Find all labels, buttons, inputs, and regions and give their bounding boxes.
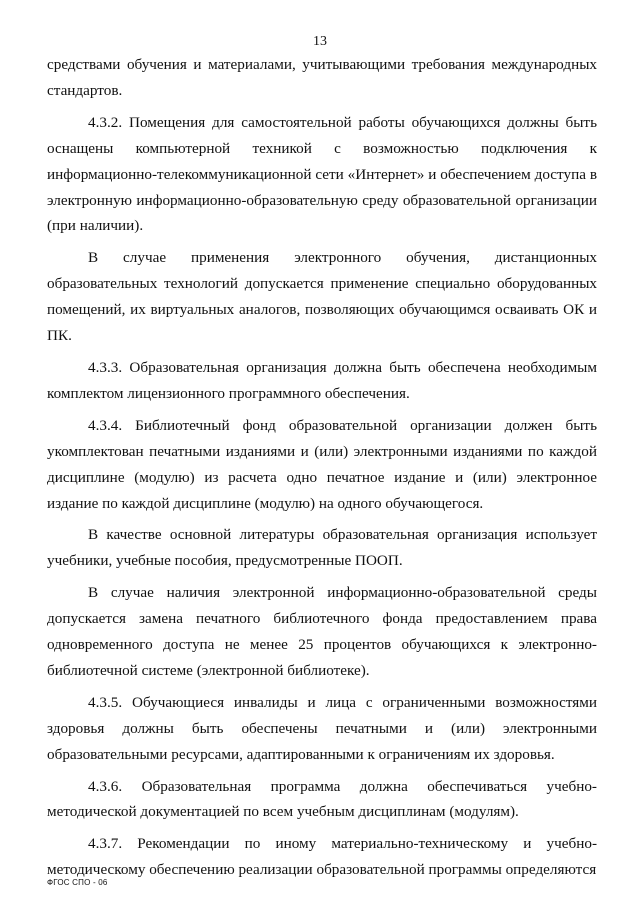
paragraph-e-learning: В случае применения электронного обучения, дистанционных образовательных технологий допускается применение специально оборудованных помещений, их виртуальных аналогов, позволяющих обучающимся осваивать ОК и ПК. (47, 249, 597, 345)
paragraph-main-literature: В качестве основной литературы образовательная организация использует учебники, учебные пособия, предусмотренные ПООП. (47, 526, 597, 570)
paragraph-4-3-6: 4.3.6. Образовательная программа должна обеспечиваться учебно-методической документацией по всем учебным дисциплинам (модулям). (47, 777, 597, 821)
paragraph-4-3-3: 4.3.3. Образовательная организация должна быть обеспечена необходимым комплектом лицензионного программного обеспечения. (47, 358, 597, 402)
paragraph-4-3-4: 4.3.4. Библиотечный фонд образовательной организации должен быть укомплектован печатными изданиями и (или) электронными изданиями по каждой дисциплине (модулю) из расчета одно печатное издание и (или) электронное издание по каждой дисциплине (модулю) на одного обучающегося. (47, 416, 597, 512)
paragraph-4-3-5: 4.3.5. Обучающиеся инвалиды и лица с ограниченными возможностями здоровья должны быть обеспечены печатными и (или) электронными образовательными ресурсами, адаптированными к ограничениям их здоровья. (47, 693, 597, 763)
document-footer: ФГОС СПО - 06 (47, 878, 108, 887)
document-body (47, 52, 597, 883)
page-number: 13 (313, 34, 327, 49)
paragraph-4-3-2: 4.3.2. Помещения для самостоятельной работы обучающихся должны быть оснащены компьютерной техникой с возможностью подключения к информационно-телекоммуникационной сети «Интернет» и обеспечением доступа в электронную информационно-образовательную среду образовательной организации (при наличии). (47, 113, 597, 235)
paragraph-electronic-library: В случае наличия электронной информационно-образовательной среды допускается замена печатного библиотечного фонда предоставлением права одновременного доступа не менее 25 процентов обучающихся к электронно-библиотечной системе (электронной библиотеке). (47, 584, 597, 679)
paragraph-4-3-7: 4.3.7. Рекомендации по иному материально-техническому и учебно-методическому обеспечению реализации образовательной программы определяются (47, 835, 597, 879)
paragraph-continuation: средствами обучения и материалами, учитывающими требования международных стандартов. (47, 56, 597, 99)
